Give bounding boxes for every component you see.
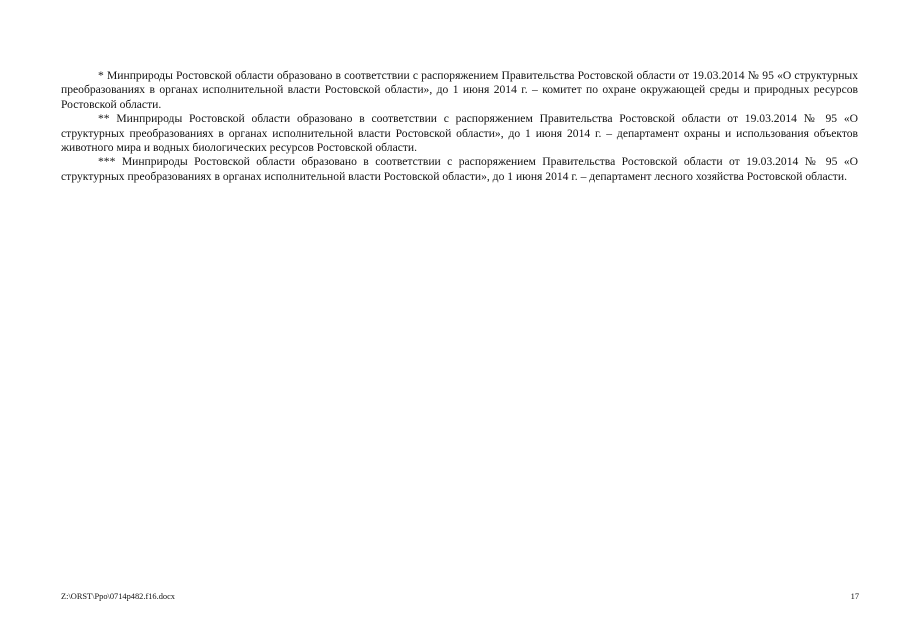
footnote-3: *** Минприроды Ростовской области образовано в соответствии с распоряжением Правительства Ростовской области от 19.03.2014 № 95 «О структурных преобразованиях в органах исполнительной власти Ростовской области», до 1 июня 2014 г. – департамент лесного хозяйства Ростовской области. (61, 155, 858, 183)
footnote-2: ** Минприроды Ростовской области образовано в соответствии с распоряжением Правительства Ростовской области от 19.03.2014 № 95 «О структурных преобразованиях в органах исполнительной власти Ростовской области», до 1 июня 2014 г. – департамент охраны и использования объектов животного мира и водных биологических ресурсов Ростовской области. (61, 112, 858, 155)
page-number: 17 (850, 592, 859, 601)
footnote-1: * Минприроды Ростовской области образовано в соответствии с распоряжением Правительства Ростовской области от 19.03.2014 № 95 «О структурных преобразованиях в органах исполнительной власти Ростовской области», до 1 июня 2014 г. – комитет по охране окружающей среды и природных ресурсов Ростовской области. (61, 69, 858, 111)
footer-file-path: Z:\ORST\Ppo\0714p482.f16.docx (61, 592, 175, 601)
footnotes-section (61, 69, 858, 184)
